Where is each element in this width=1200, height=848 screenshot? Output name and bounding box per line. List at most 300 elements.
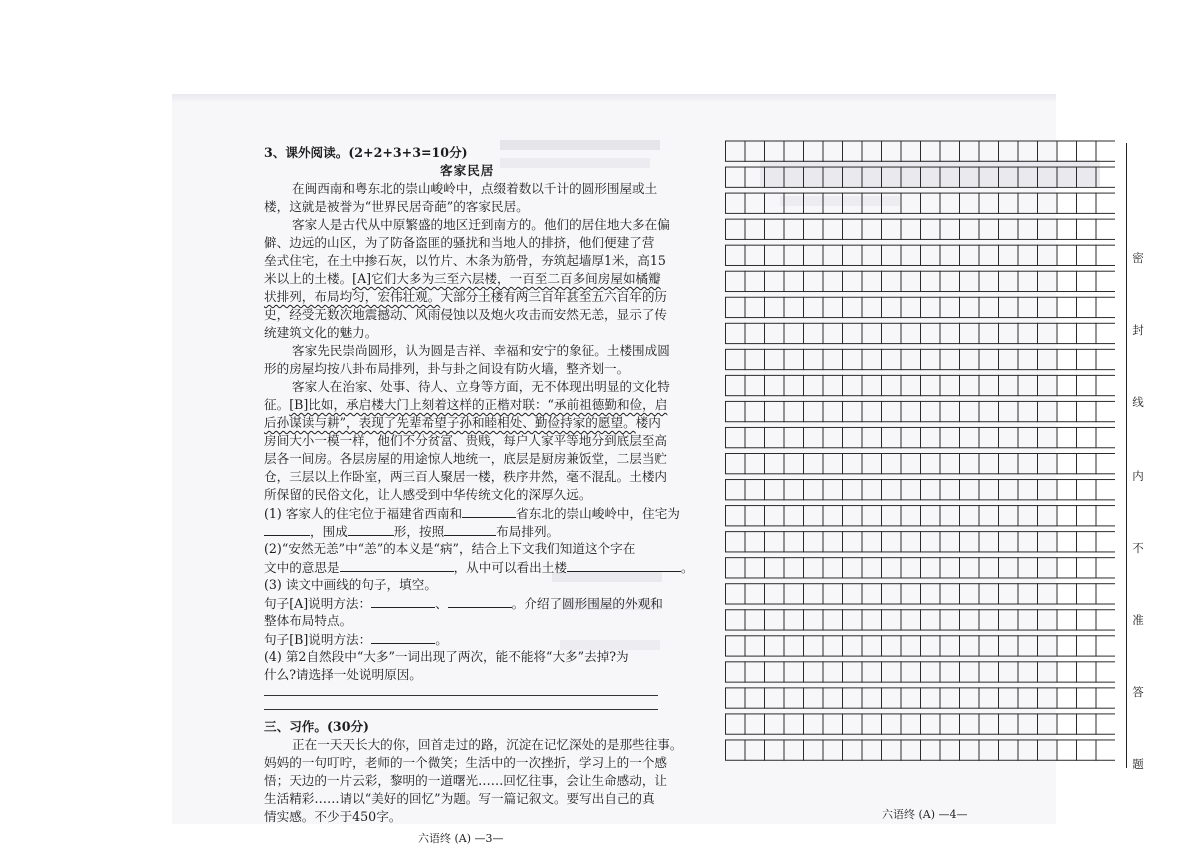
grid-cell[interactable] — [745, 349, 765, 369]
grid-cell[interactable] — [1018, 740, 1038, 760]
grid-cell[interactable] — [1057, 584, 1077, 604]
grid-cell[interactable] — [843, 584, 863, 604]
grid-cell[interactable] — [784, 662, 804, 682]
grid-cell[interactable] — [843, 401, 863, 421]
grid-cell[interactable] — [784, 427, 804, 447]
grid-cell[interactable] — [823, 271, 843, 291]
grid-cell[interactable] — [1077, 297, 1097, 317]
grid-cell[interactable] — [1018, 480, 1038, 500]
grid-cell[interactable] — [804, 610, 824, 630]
grid-cell[interactable] — [843, 688, 863, 708]
grid-cell[interactable] — [765, 271, 785, 291]
grid-cell[interactable] — [960, 740, 980, 760]
grid-cell[interactable] — [843, 193, 863, 213]
grid-cell[interactable] — [979, 714, 999, 734]
grid-cell[interactable] — [862, 141, 882, 161]
grid-cell[interactable] — [979, 167, 999, 187]
grid-cell[interactable] — [882, 141, 902, 161]
grid-cell[interactable] — [882, 688, 902, 708]
grid-cell[interactable] — [784, 219, 804, 239]
grid-cell[interactable] — [921, 610, 941, 630]
grid-cell[interactable] — [862, 427, 882, 447]
grid-cell[interactable] — [745, 506, 765, 526]
grid-cell[interactable] — [804, 584, 824, 604]
grid-cell[interactable] — [823, 193, 843, 213]
grid-cell[interactable] — [823, 532, 843, 552]
grid-cell[interactable] — [765, 323, 785, 343]
grid-cell[interactable] — [882, 401, 902, 421]
grid-cell[interactable] — [1096, 480, 1115, 500]
grid-cell[interactable] — [862, 506, 882, 526]
grid-cell[interactable] — [862, 349, 882, 369]
grid-cell[interactable] — [921, 323, 941, 343]
grid-cell[interactable] — [921, 636, 941, 656]
grid-cell[interactable] — [1057, 167, 1077, 187]
grid-cell[interactable] — [1077, 662, 1097, 682]
grid-cell[interactable] — [1077, 427, 1097, 447]
grid-cell[interactable] — [940, 506, 960, 526]
grid-cell[interactable] — [726, 610, 746, 630]
grid-cell[interactable] — [745, 245, 765, 265]
grid-cell[interactable] — [1057, 349, 1077, 369]
grid-cell[interactable] — [1018, 427, 1038, 447]
grid-cell[interactable] — [784, 193, 804, 213]
grid-cell[interactable] — [882, 427, 902, 447]
grid-cell[interactable] — [823, 584, 843, 604]
grid-cell[interactable] — [823, 610, 843, 630]
grid-cell[interactable] — [765, 558, 785, 578]
grid-cell[interactable] — [999, 271, 1019, 291]
grid-cell[interactable] — [960, 245, 980, 265]
grid-cell[interactable] — [765, 193, 785, 213]
grid-cell[interactable] — [1018, 271, 1038, 291]
grid-cell[interactable] — [745, 740, 765, 760]
grid-cell[interactable] — [1077, 323, 1097, 343]
grid-cell[interactable] — [921, 688, 941, 708]
grid-cell[interactable] — [1077, 375, 1097, 395]
grid-cell[interactable] — [1077, 141, 1097, 161]
grid-cell[interactable] — [960, 219, 980, 239]
grid-cell[interactable] — [745, 714, 765, 734]
grid-cell[interactable] — [940, 323, 960, 343]
grid-cell[interactable] — [804, 219, 824, 239]
grid-cell[interactable] — [823, 506, 843, 526]
grid-cell[interactable] — [823, 167, 843, 187]
grid-cell[interactable] — [1077, 740, 1097, 760]
grid-cell[interactable] — [1057, 245, 1077, 265]
grid-cell[interactable] — [765, 349, 785, 369]
grid-cell[interactable] — [862, 375, 882, 395]
grid-cell[interactable] — [940, 714, 960, 734]
answer-blank[interactable] — [444, 522, 496, 536]
grid-cell[interactable] — [921, 427, 941, 447]
grid-cell[interactable] — [1096, 401, 1115, 421]
grid-cell[interactable] — [765, 532, 785, 552]
grid-cell[interactable] — [979, 297, 999, 317]
grid-cell[interactable] — [901, 401, 921, 421]
grid-cell[interactable] — [726, 141, 746, 161]
grid-cell[interactable] — [882, 349, 902, 369]
grid-cell[interactable] — [999, 167, 1019, 187]
grid-cell[interactable] — [1057, 688, 1077, 708]
grid-cell[interactable] — [843, 219, 863, 239]
grid-cell[interactable] — [979, 375, 999, 395]
grid-cell[interactable] — [765, 714, 785, 734]
grid-cell[interactable] — [1018, 688, 1038, 708]
grid-cell[interactable] — [921, 740, 941, 760]
grid-cell[interactable] — [765, 636, 785, 656]
grid-cell[interactable] — [843, 506, 863, 526]
grid-cell[interactable] — [1096, 688, 1115, 708]
grid-cell[interactable] — [862, 271, 882, 291]
grid-cell[interactable] — [804, 532, 824, 552]
grid-cell[interactable] — [726, 688, 746, 708]
grid-cell[interactable] — [940, 584, 960, 604]
grid-cell[interactable] — [804, 193, 824, 213]
grid-cell[interactable] — [1018, 506, 1038, 526]
grid-cell[interactable] — [921, 271, 941, 291]
grid-cell[interactable] — [765, 584, 785, 604]
grid-cell[interactable] — [784, 245, 804, 265]
grid-cell[interactable] — [979, 245, 999, 265]
grid-cell[interactable] — [999, 584, 1019, 604]
grid-cell[interactable] — [1096, 454, 1115, 474]
grid-cell[interactable] — [843, 271, 863, 291]
grid-cell[interactable] — [979, 401, 999, 421]
grid-cell[interactable] — [804, 714, 824, 734]
grid-cell[interactable] — [823, 480, 843, 500]
grid-cell[interactable] — [921, 662, 941, 682]
grid-cell[interactable] — [726, 193, 746, 213]
grid-cell[interactable] — [784, 688, 804, 708]
grid-cell[interactable] — [765, 427, 785, 447]
grid-cell[interactable] — [882, 532, 902, 552]
answer-blank[interactable] — [567, 558, 681, 572]
grid-cell[interactable] — [1077, 454, 1097, 474]
grid-cell[interactable] — [901, 297, 921, 317]
grid-cell[interactable] — [1096, 297, 1115, 317]
grid-cell[interactable] — [979, 610, 999, 630]
grid-cell[interactable] — [901, 688, 921, 708]
grid-cell[interactable] — [726, 532, 746, 552]
grid-cell[interactable] — [784, 740, 804, 760]
grid-cell[interactable] — [765, 401, 785, 421]
grid-cell[interactable] — [823, 740, 843, 760]
grid-cell[interactable] — [823, 141, 843, 161]
grid-cell[interactable] — [979, 584, 999, 604]
grid-cell[interactable] — [1096, 349, 1115, 369]
grid-cell[interactable] — [1096, 506, 1115, 526]
grid-cell[interactable] — [999, 219, 1019, 239]
grid-cell[interactable] — [940, 610, 960, 630]
grid-cell[interactable] — [1018, 219, 1038, 239]
grid-cell[interactable] — [1096, 375, 1115, 395]
grid-cell[interactable] — [1057, 193, 1077, 213]
grid-cell[interactable] — [1038, 245, 1058, 265]
grid-cell[interactable] — [882, 297, 902, 317]
grid-cell[interactable] — [726, 167, 746, 187]
grid-cell[interactable] — [940, 454, 960, 474]
grid-cell[interactable] — [843, 636, 863, 656]
grid-cell[interactable] — [960, 141, 980, 161]
grid-cell[interactable] — [999, 454, 1019, 474]
grid-cell[interactable] — [745, 141, 765, 161]
answer-blank[interactable] — [371, 630, 435, 644]
grid-cell[interactable] — [1096, 636, 1115, 656]
grid-cell[interactable] — [862, 636, 882, 656]
grid-cell[interactable] — [1057, 506, 1077, 526]
grid-cell[interactable] — [784, 349, 804, 369]
grid-cell[interactable] — [940, 662, 960, 682]
grid-cell[interactable] — [999, 740, 1019, 760]
grid-cell[interactable] — [843, 349, 863, 369]
grid-cell[interactable] — [1077, 714, 1097, 734]
grid-cell[interactable] — [960, 427, 980, 447]
grid-cell[interactable] — [921, 506, 941, 526]
grid-cell[interactable] — [882, 662, 902, 682]
grid-cell[interactable] — [1038, 532, 1058, 552]
grid-cell[interactable] — [979, 141, 999, 161]
grid-cell[interactable] — [1038, 506, 1058, 526]
grid-cell[interactable] — [745, 219, 765, 239]
grid-cell[interactable] — [784, 610, 804, 630]
grid-cell[interactable] — [1038, 480, 1058, 500]
grid-cell[interactable] — [823, 662, 843, 682]
grid-cell[interactable] — [1018, 454, 1038, 474]
grid-cell[interactable] — [804, 636, 824, 656]
grid-cell[interactable] — [1077, 636, 1097, 656]
grid-cell[interactable] — [979, 427, 999, 447]
grid-cell[interactable] — [940, 740, 960, 760]
grid-cell[interactable] — [765, 245, 785, 265]
answer-blank[interactable] — [371, 594, 435, 608]
grid-cell[interactable] — [901, 454, 921, 474]
grid-cell[interactable] — [726, 427, 746, 447]
grid-cell[interactable] — [1057, 401, 1077, 421]
grid-cell[interactable] — [901, 532, 921, 552]
grid-cell[interactable] — [745, 401, 765, 421]
grid-cell[interactable] — [979, 271, 999, 291]
answer-blank[interactable] — [462, 504, 516, 518]
grid-cell[interactable] — [940, 688, 960, 708]
grid-cell[interactable] — [804, 454, 824, 474]
grid-cell[interactable] — [843, 532, 863, 552]
grid-cell[interactable] — [784, 636, 804, 656]
grid-cell[interactable] — [843, 297, 863, 317]
grid-cell[interactable] — [1057, 480, 1077, 500]
grid-cell[interactable] — [1077, 193, 1097, 213]
grid-cell[interactable] — [726, 454, 746, 474]
grid-cell[interactable] — [1018, 167, 1038, 187]
grid-cell[interactable] — [979, 480, 999, 500]
grid-cell[interactable] — [745, 271, 765, 291]
grid-cell[interactable] — [1018, 714, 1038, 734]
grid-cell[interactable] — [901, 323, 921, 343]
grid-cell[interactable] — [726, 662, 746, 682]
grid-cell[interactable] — [1096, 558, 1115, 578]
grid-cell[interactable] — [745, 297, 765, 317]
grid-cell[interactable] — [940, 558, 960, 578]
grid-cell[interactable] — [999, 636, 1019, 656]
grid-cell[interactable] — [726, 584, 746, 604]
grid-cell[interactable] — [901, 610, 921, 630]
grid-cell[interactable] — [726, 636, 746, 656]
grid-cell[interactable] — [901, 506, 921, 526]
grid-cell[interactable] — [979, 506, 999, 526]
grid-cell[interactable] — [960, 167, 980, 187]
grid-cell[interactable] — [843, 480, 863, 500]
grid-cell[interactable] — [1038, 401, 1058, 421]
grid-cell[interactable] — [1057, 714, 1077, 734]
grid-cell[interactable] — [823, 454, 843, 474]
grid-cell[interactable] — [843, 558, 863, 578]
grid-cell[interactable] — [843, 662, 863, 682]
grid-cell[interactable] — [1038, 219, 1058, 239]
grid-cell[interactable] — [1057, 375, 1077, 395]
grid-cell[interactable] — [843, 141, 863, 161]
grid-cell[interactable] — [862, 401, 882, 421]
grid-cell[interactable] — [999, 662, 1019, 682]
grid-cell[interactable] — [745, 193, 765, 213]
grid-cell[interactable] — [960, 297, 980, 317]
grid-cell[interactable] — [882, 558, 902, 578]
grid-cell[interactable] — [901, 740, 921, 760]
grid-cell[interactable] — [804, 506, 824, 526]
grid-cell[interactable] — [979, 740, 999, 760]
grid-cell[interactable] — [882, 610, 902, 630]
grid-cell[interactable] — [823, 427, 843, 447]
grid-cell[interactable] — [999, 480, 1019, 500]
grid-cell[interactable] — [979, 558, 999, 578]
grid-cell[interactable] — [804, 141, 824, 161]
grid-cell[interactable] — [901, 193, 921, 213]
grid-cell[interactable] — [882, 193, 902, 213]
grid-cell[interactable] — [843, 427, 863, 447]
grid-cell[interactable] — [999, 610, 1019, 630]
grid-cell[interactable] — [1077, 480, 1097, 500]
grid-cell[interactable] — [823, 219, 843, 239]
grid-cell[interactable] — [726, 219, 746, 239]
grid-cell[interactable] — [1038, 193, 1058, 213]
grid-cell[interactable] — [1038, 662, 1058, 682]
grid-cell[interactable] — [862, 740, 882, 760]
grid-cell[interactable] — [921, 193, 941, 213]
grid-cell[interactable] — [1018, 636, 1038, 656]
grid-cell[interactable] — [901, 427, 921, 447]
grid-cell[interactable] — [804, 740, 824, 760]
grid-cell[interactable] — [960, 454, 980, 474]
grid-cell[interactable] — [784, 714, 804, 734]
grid-cell[interactable] — [784, 323, 804, 343]
grid-cell[interactable] — [1038, 141, 1058, 161]
grid-cell[interactable] — [1096, 427, 1115, 447]
grid-cell[interactable] — [940, 193, 960, 213]
grid-cell[interactable] — [1038, 375, 1058, 395]
grid-cell[interactable] — [921, 349, 941, 369]
answer-line[interactable] — [264, 709, 658, 710]
grid-cell[interactable] — [745, 427, 765, 447]
grid-cell[interactable] — [862, 245, 882, 265]
grid-cell[interactable] — [784, 480, 804, 500]
grid-cell[interactable] — [882, 167, 902, 187]
grid-cell[interactable] — [921, 141, 941, 161]
grid-cell[interactable] — [921, 558, 941, 578]
grid-cell[interactable] — [1077, 532, 1097, 552]
grid-cell[interactable] — [804, 323, 824, 343]
grid-cell[interactable] — [1057, 323, 1077, 343]
grid-cell[interactable] — [745, 167, 765, 187]
grid-cell[interactable] — [882, 740, 902, 760]
grid-cell[interactable] — [960, 636, 980, 656]
grid-cell[interactable] — [940, 401, 960, 421]
grid-cell[interactable] — [960, 271, 980, 291]
grid-cell[interactable] — [784, 167, 804, 187]
grid-cell[interactable] — [843, 375, 863, 395]
grid-cell[interactable] — [765, 219, 785, 239]
grid-cell[interactable] — [823, 688, 843, 708]
grid-cell[interactable] — [843, 610, 863, 630]
grid-cell[interactable] — [940, 349, 960, 369]
grid-cell[interactable] — [882, 454, 902, 474]
grid-cell[interactable] — [843, 167, 863, 187]
grid-cell[interactable] — [726, 349, 746, 369]
grid-cell[interactable] — [921, 375, 941, 395]
grid-cell[interactable] — [1018, 297, 1038, 317]
grid-cell[interactable] — [999, 688, 1019, 708]
grid-cell[interactable] — [765, 454, 785, 474]
grid-cell[interactable] — [1057, 740, 1077, 760]
grid-cell[interactable] — [784, 297, 804, 317]
grid-cell[interactable] — [1096, 271, 1115, 291]
grid-cell[interactable] — [1038, 740, 1058, 760]
grid-cell[interactable] — [823, 323, 843, 343]
grid-cell[interactable] — [882, 714, 902, 734]
grid-cell[interactable] — [1077, 688, 1097, 708]
grid-cell[interactable] — [1057, 141, 1077, 161]
grid-cell[interactable] — [862, 297, 882, 317]
grid-cell[interactable] — [940, 167, 960, 187]
grid-cell[interactable] — [1018, 141, 1038, 161]
grid-cell[interactable] — [1096, 193, 1115, 213]
grid-cell[interactable] — [1057, 636, 1077, 656]
grid-cell[interactable] — [882, 271, 902, 291]
grid-cell[interactable] — [901, 714, 921, 734]
grid-cell[interactable] — [960, 323, 980, 343]
grid-cell[interactable] — [862, 219, 882, 239]
grid-cell[interactable] — [1018, 662, 1038, 682]
grid-cell[interactable] — [1077, 610, 1097, 630]
grid-cell[interactable] — [1077, 558, 1097, 578]
grid-cell[interactable] — [1018, 401, 1038, 421]
grid-cell[interactable] — [804, 558, 824, 578]
grid-cell[interactable] — [901, 219, 921, 239]
grid-cell[interactable] — [940, 532, 960, 552]
grid-cell[interactable] — [1038, 271, 1058, 291]
grid-cell[interactable] — [882, 636, 902, 656]
grid-cell[interactable] — [1057, 427, 1077, 447]
grid-cell[interactable] — [862, 714, 882, 734]
grid-cell[interactable] — [726, 271, 746, 291]
grid-cell[interactable] — [823, 401, 843, 421]
grid-cell[interactable] — [726, 558, 746, 578]
answer-blank[interactable] — [348, 522, 394, 536]
grid-cell[interactable] — [1038, 297, 1058, 317]
grid-cell[interactable] — [823, 245, 843, 265]
grid-cell[interactable] — [804, 427, 824, 447]
grid-cell[interactable] — [765, 610, 785, 630]
grid-cell[interactable] — [765, 375, 785, 395]
grid-cell[interactable] — [765, 740, 785, 760]
